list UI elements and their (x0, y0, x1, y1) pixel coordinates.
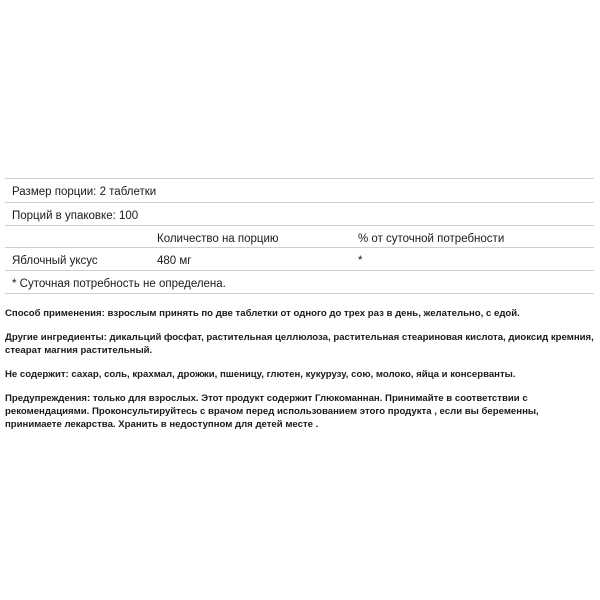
ingredient-name: Яблочный уксус (12, 255, 98, 267)
header-amount: Количество на порцию (157, 233, 279, 245)
other-ingredients-label: Другие ингредиенты: (5, 332, 107, 343)
table-header-row (5, 225, 594, 247)
free-of-paragraph (5, 368, 594, 381)
warnings-text: только для взрослых. Этот продукт содержит Глюкоманнан. Принимайте в соответствии с рекомендациями. Проконсультируйтесь с врачом перед использованием этого продукта , если вы беременны, принимаете лекарства. Хранить в недоступном для детей месте . (5, 393, 539, 430)
ingredient-daily-value: * (358, 255, 363, 267)
warnings-label: Предупреждения: (5, 393, 91, 404)
footnote: * Суточная потребность не определена. (12, 278, 226, 290)
servings-per-container: Порций в упаковке: 100 (12, 210, 139, 222)
usage-label: Способ применения: (5, 308, 105, 319)
table-row (5, 247, 594, 270)
serving-size-row (5, 178, 594, 202)
warnings-paragraph (5, 392, 594, 431)
usage-paragraph (5, 307, 594, 320)
free-of-label: Не содержит: (5, 369, 69, 380)
serving-size: Размер порции: 2 таблетки (12, 186, 157, 198)
footnote-row (5, 270, 594, 294)
header-daily-value: % от суточной потребности (358, 233, 505, 245)
free-of-text: сахар, соль, крахмал, дрожжи, пшеницу, глютен, кукурузу, сою, молоко, яйца и консерванты. (68, 369, 516, 380)
ingredient-amount: 480 мг (157, 255, 192, 267)
servings-per-container-row (5, 202, 594, 225)
usage-text: взрослым принять по две таблетки от одного до трех раз в день, желательно, с едой. (104, 308, 520, 319)
other-ingredients-paragraph (5, 331, 594, 357)
supplement-facts-table (5, 178, 594, 294)
product-notes (5, 307, 594, 442)
other-ingredients-text: дикальций фосфат, растительная целлюлоза, растительная стеариновая кислота, диоксид кремния, стеарат магния растительный. (5, 332, 594, 356)
